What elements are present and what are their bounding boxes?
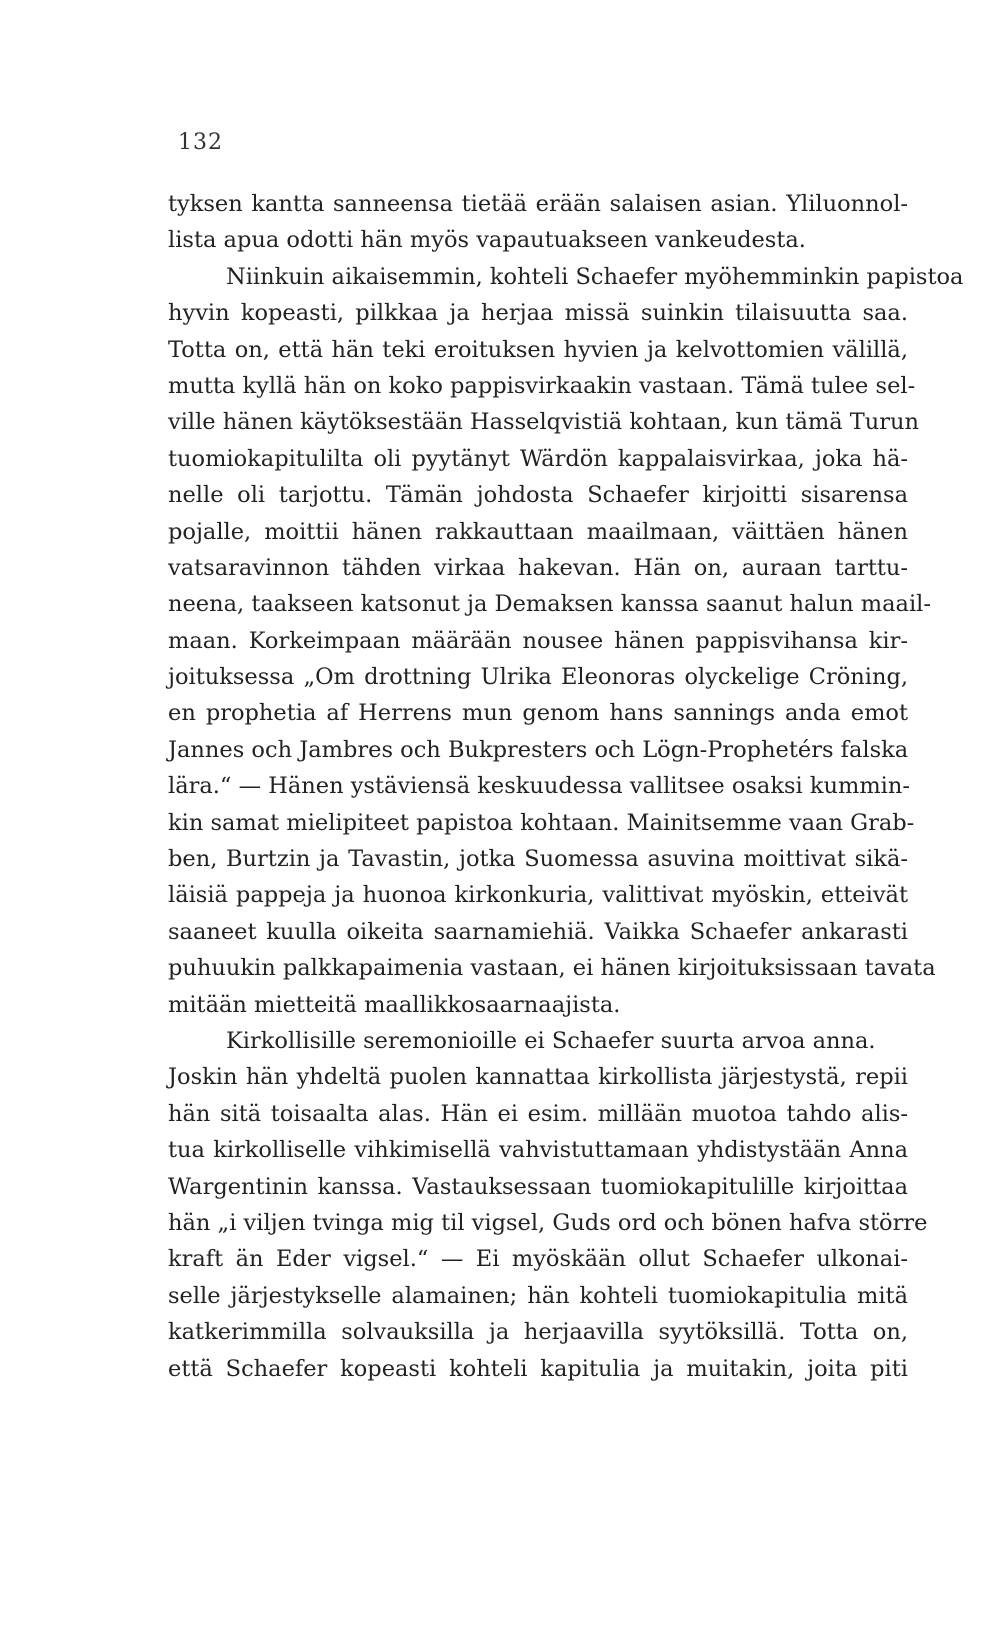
text-line: selle järjestykselle alamainen; hän kohteli tuomiokapitulia mitä [168,1282,908,1309]
text-line: katkerimmilla solvauksilla ja herjaavilla syytöksillä. Totta on, [168,1319,908,1346]
text-line: kraft än Eder vigsel.“ — Ei myöskään ollut Schaefer ulkonai- [168,1246,908,1273]
text-line: tua kirkolliselle vihkimisellä vahvistuttamaan yhdistystään Anna [168,1137,908,1164]
text-line: hyvin kopeasti, pilkkaa ja herjaa missä suinkin tilaisuutta saa. [168,300,908,327]
text-line: hän „i viljen tvinga mig til vigsel, Guds ord och bönen hafva större [168,1209,928,1236]
text-line: kin samat mielipiteet papistoa kohtaan. Mainitsemme vaan Grab- [168,809,915,836]
text-line: ville hänen käytöksestään Hasselqvistiä kohtaan, kun tämä Turun [168,409,920,436]
body-text [168,186,964,1387]
text-line: saaneet kuulla oikeita saarnamiehiä. Vaikka Schaefer ankarasti [168,918,908,945]
text-line: joituksessa „Om drottning Ulrika Eleonoras olyckelige Cröning, [168,664,908,691]
page-number: 132 [178,130,223,155]
text-line: Joskin hän yhdeltä puolen kannattaa kirkollista järjestystä, repii [168,1064,908,1091]
text-line: ben, Burtzin ja Tavastin, jotka Suomessa asuvina moittivat sikä- [168,846,908,873]
text-line: Totta on, että hän teki eroituksen hyvien ja kelvottomien välillä, [168,336,908,363]
text-line: Wargentinin kanssa. Vastauksessaan tuomiokapitulille kirjoittaa [168,1173,908,1200]
text-line: maan. Korkeimpaan määrään nousee hänen pappisvihansa kir- [168,627,908,654]
text-line: pojalle, moittii hänen rakkauttaan maailmaan, väittäen hänen [168,518,908,545]
text-line: vatsaravinnon tähden virkaa hakevan. Hän on, auraan tarttu- [168,554,908,581]
text-line: mutta kyllä hän on koko pappisvirkaakin vastaan. Tämä tulee sel- [168,372,916,399]
text-line: nelle oli tarjottu. Tämän johdosta Schaefer kirjoitti sisarensa [168,482,908,509]
text-line: lära.“ — Hänen ystäviensä keskuudessa vallitsee osaksi kummin- [168,773,910,800]
text-line: tuomiokapitulilta oli pyytänyt Wärdön kappalaisvirkaa, joka hä- [168,445,908,472]
text-line: lista apua odotti hän myös vapautuakseen vankeudesta. [168,227,806,254]
text-line: puhuukin palkkapaimenia vastaan, ei hänen kirjoituksissaan tavata [168,955,936,982]
text-line: mitään mietteitä maallikkosaarnaajista. [168,991,621,1018]
text-line: hän sitä toisaalta alas. Hän ei esim. millään muotoa tahdo alis- [168,1100,908,1127]
text-line: läisiä pappeja ja huonoa kirkonkuria, valittivat myöskin, etteivät [168,882,908,909]
text-line: Niinkuin aikaisemmin, kohteli Schaefer myöhemminkin papistoa [226,263,964,290]
text-line: Jannes och Jambres och Bukpresters och Lögn-Prophetérs falska [168,736,909,763]
text-line: en prophetia af Herrens mun genom hans sannings anda emot [168,700,908,727]
text-line: tyksen kantta sanneensa tietää erään salaisen asian. Yliluonnol- [168,191,908,217]
text-line: neena, taakseen katsonut ja Demaksen kanssa saanut halun maail- [168,591,931,618]
text-line: Kirkollisille seremonioille ei Schaefer suurta arvoa anna. [226,1027,876,1054]
text-line: että Schaefer kopeasti kohteli kapitulia ja muitakin, joita piti [168,1355,908,1382]
